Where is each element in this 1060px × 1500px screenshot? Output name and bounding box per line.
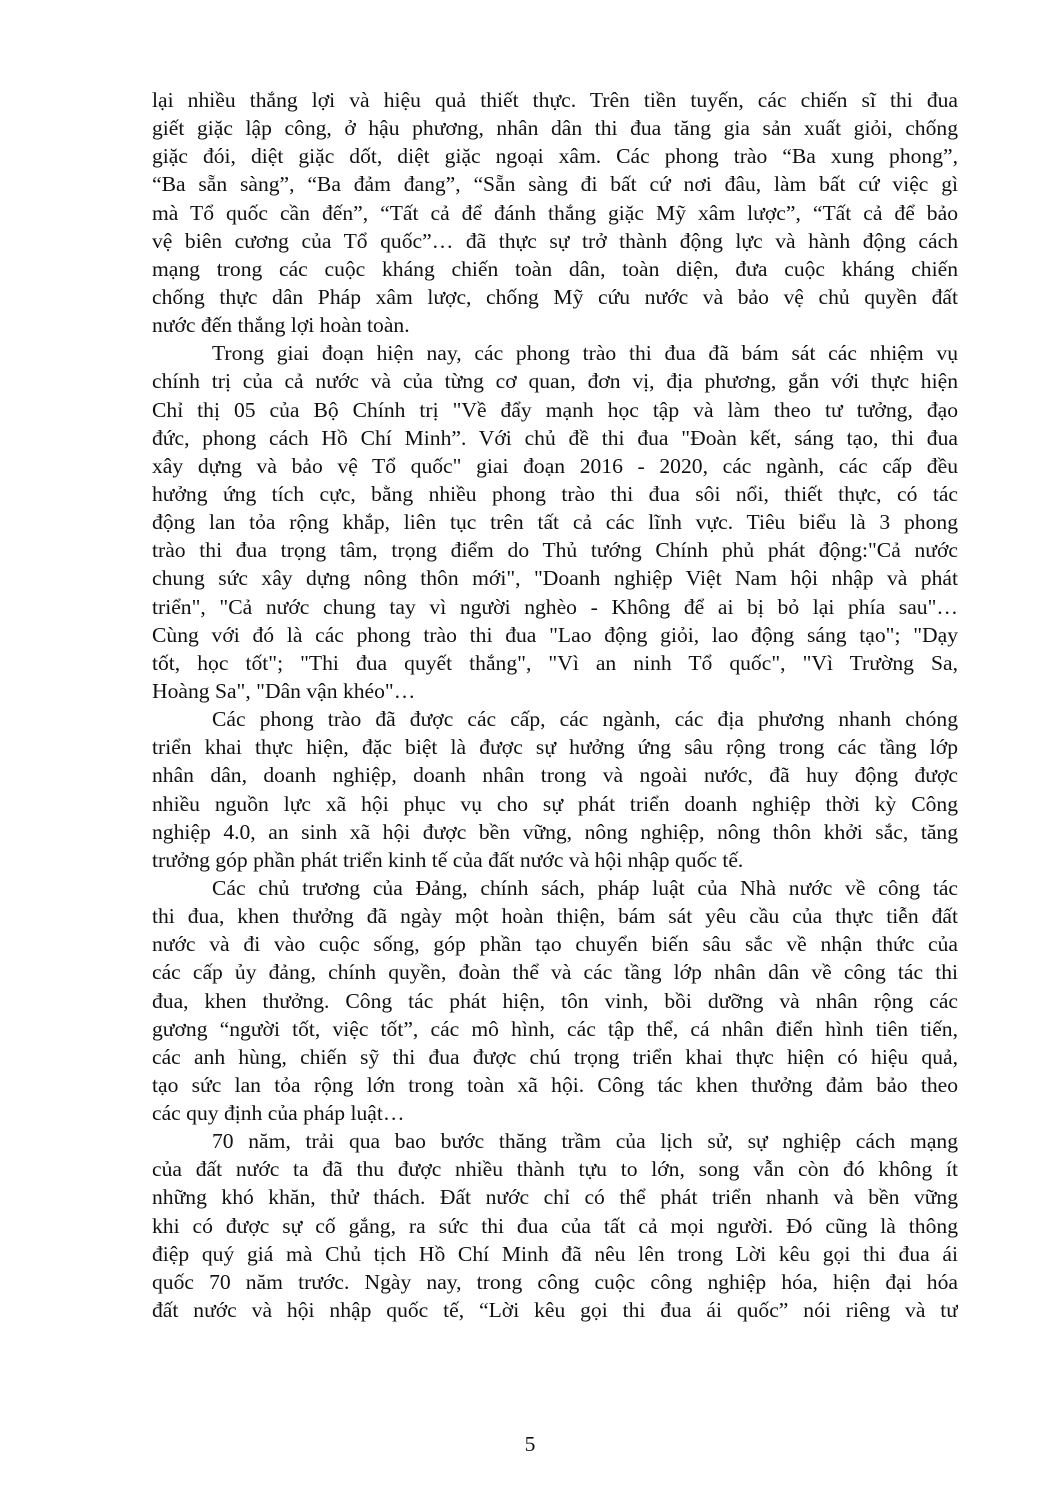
text-line: nước đến thắng lợi hoàn toàn. [152,313,410,338]
text-line: Cùng với đó là các phong trào thi đua "Lao động giỏi, lao động sáng tạo"; "Dạy [152,622,958,647]
text-line: hưởng ứng tích cực, bằng nhiều phong trào thi đua sôi nổi, thiết thực, có tác [152,481,958,506]
text-line: trưởng góp phần phát triển kinh tế của đất nước và hội nhập quốc tế. [152,847,744,872]
text-line: điệp quý giá mà Chủ tịch Hồ Chí Minh đã nêu lên trong Lời kêu gọi thi đua ái [152,1241,958,1266]
text-line: tốt, học tốt"; "Thi đua quyết thắng", "Vì an ninh Tổ quốc", "Vì Trường Sa, [152,650,958,675]
text-line: mà Tổ quốc cần đến”, “Tất cả để đánh thắng giặc Mỹ xâm lược”, “Tất cả để bảo [152,200,958,225]
text-line: tạo sức lan tỏa rộng lớn trong toàn xã hội. Công tác khen thưởng đảm bảo theo [152,1072,958,1097]
text-line: giết giặc lập công, ở hậu phương, nhân dân thi đua tăng gia sản xuất giỏi, chống [152,116,958,141]
text-line: chung sức xây dựng nông thôn mới", "Doanh nghiệp Việt Nam hội nhập và phát [152,566,958,591]
text-line: đua, khen thưởng. Công tác phát hiện, tôn vinh, bồi dưỡng và nhân rộng các [152,988,958,1013]
text-line: chính trị của cả nước và của từng cơ quan, đơn vị, địa phương, gắn với thực hiện [152,369,958,394]
paragraph [152,1127,958,1324]
text-line: Chỉ thị 05 của Bộ Chính trị "Về đẩy mạnh học tập và làm theo tư tưởng, đạo [152,397,958,422]
text-line: các anh hùng, chiến sỹ thi đua được chú trọng triển khai thực hiện có hiệu quả, [152,1044,958,1069]
text-line: nghiệp 4.0, an sinh xã hội được bền vững, nông nghiệp, nông thôn khởi sắc, tăng [152,819,958,844]
text-line: triển", "Cả nước chung tay vì người nghèo - Không để ai bị bỏ lại phía sau"… [152,594,958,619]
text-line: Trong giai đoạn hiện nay, các phong trào thi đua đã bám sát các nhiệm vụ [212,341,958,366]
text-line: đất nước và hội nhập quốc tế, “Lời kêu gọi thi đua ái quốc” nói riêng và tư [152,1298,958,1323]
text-line: xây dựng và bảo vệ Tổ quốc" giai đoạn 2016 - 2020, các ngành, các cấp đều [152,453,958,478]
text-line: của đất nước ta đã thu được nhiều thành tựu to lớn, song vẫn còn đó không ít [152,1157,958,1182]
text-line: nhân dân, doanh nghiệp, doanh nhân trong và ngoài nước, đã huy động được [152,763,958,788]
paragraph [152,874,958,1127]
text-line: các quy định của pháp luật… [152,1101,405,1126]
text-line: Các phong trào đã được các cấp, các ngành, các địa phương nhanh chóng [212,707,958,732]
text-line: thi đua, khen thưởng đã ngày một hoàn thiện, bám sát yêu cầu của thực tiễn đất [152,904,958,929]
text-line: giặc đói, diệt giặc dốt, diệt giặc ngoại xâm. Các phong trào “Ba xung phong”, [152,144,958,169]
text-line: 70 năm, trải qua bao bước thăng trầm của lịch sử, sự nghiệp cách mạng [212,1129,958,1154]
text-line: Các chủ trương của Đảng, chính sách, pháp luật của Nhà nước về công tác [212,875,958,900]
text-line: quốc 70 năm trước. Ngày nay, trong công cuộc công nghiệp hóa, hiện đại hóa [152,1269,958,1294]
body-text [152,86,958,1324]
text-line: nước và đi vào cuộc sống, góp phần tạo chuyển biến sâu sắc về nhận thức của [152,932,958,957]
page-number: 5 [524,1432,536,1456]
text-line: những khó khăn, thử thách. Đất nước chỉ có thể phát triển nhanh và bền vững [152,1185,958,1210]
text-line: lại nhiều thắng lợi và hiệu quả thiết thực. Trên tiền tuyến, các chiến sĩ thi đua [152,88,958,112]
text-line: mạng trong các cuộc kháng chiến toàn dân, toàn diện, đưa cuộc kháng chiến [152,256,958,281]
text-line: khi có được sự cố gắng, ra sức thi đua của tất cả mọi người. Đó cũng là thông [152,1213,958,1238]
text-line: vệ biên cương của Tổ quốc”… đã thực sự trở thành động lực và hành động cách [152,228,958,253]
paragraph [152,86,958,339]
text-line: trào thi đua trọng tâm, trọng điểm do Thủ tướng Chính phủ phát động:"Cả nước [152,538,958,563]
text-line: “Ba sẵn sàng”, “Ba đảm đang”, “Sẵn sàng đi bất cứ nơi đâu, làm bất cứ việc gì [152,172,958,197]
text-line: đức, phong cách Hồ Chí Minh”. Với chủ đề thi đua "Đoàn kết, sáng tạo, thi đua [152,425,958,450]
text-line: nhiều nguồn lực xã hội phục vụ cho sự phát triển doanh nghiệp thời kỳ Công [152,791,958,816]
paragraph [152,339,958,705]
text-line: động lan tỏa rộng khắp, liên tục trên tất cả các lĩnh vực. Tiêu biểu là 3 phong [152,510,958,535]
paragraph [152,705,958,874]
text-line: Hoàng Sa", "Dân vận khéo"… [152,678,416,703]
text-line: triển khai thực hiện, đặc biệt là được sự hưởng ứng sâu rộng trong các tầng lớp [152,735,958,760]
text-line: các cấp ủy đảng, chính quyền, đoàn thể và các tầng lớp nhân dân về công tác thi [152,960,958,985]
text-line: chống thực dân Pháp xâm lược, chống Mỹ cứu nước và bảo vệ chủ quyền đất [152,284,958,309]
text-line: gương “người tốt, việc tốt”, các mô hình, các tập thể, cá nhân điển hình tiên tiến, [152,1016,958,1041]
